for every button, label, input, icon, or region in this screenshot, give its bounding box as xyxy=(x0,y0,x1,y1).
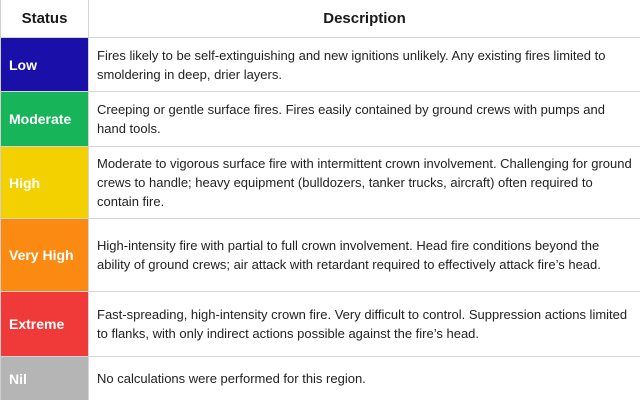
table-row xyxy=(1,38,640,92)
description-cell: Moderate to vigorous surface fire with intermittent crown involvement. Challenging for ground crews to handle; heavy equipment (bulldozers, tanker trucks, aircraft) often required to contain fire. xyxy=(89,147,640,218)
table-row xyxy=(1,147,640,219)
status-cell-low: Low xyxy=(1,38,89,91)
description-cell: Fast-spreading, high-intensity crown fire. Very difficult to control. Suppression actions limited to flanks, with only indirect actions possible against the fire’s head. xyxy=(89,292,640,356)
table-row xyxy=(1,357,640,400)
description-cell: No calculations were performed for this region. xyxy=(89,357,640,400)
status-column-header: Status xyxy=(1,0,89,37)
description-cell: High-intensity fire with partial to full crown involvement. Head fire conditions beyond the ability of ground crews; air attack with retardant required to effectively attack fire’s head. xyxy=(89,219,640,291)
status-cell-moderate: Moderate xyxy=(1,92,89,146)
description-cell: Creeping or gentle surface fires. Fires easily contained by ground crews with pumps and hand tools. xyxy=(89,92,640,146)
table-header-row xyxy=(1,0,640,38)
status-cell-high: High xyxy=(1,147,89,218)
table-row xyxy=(1,219,640,292)
status-cell-extreme: Extreme xyxy=(1,292,89,356)
table-row xyxy=(1,292,640,357)
table-row xyxy=(1,92,640,147)
status-cell-very-high: Very High xyxy=(1,219,89,291)
description-column-header: Description xyxy=(89,0,640,37)
status-cell-nil: Nil xyxy=(1,357,89,400)
description-cell: Fires likely to be self-extinguishing and new ignitions unlikely. Any existing fires limited to smoldering in deep, drier layers. xyxy=(89,38,640,91)
